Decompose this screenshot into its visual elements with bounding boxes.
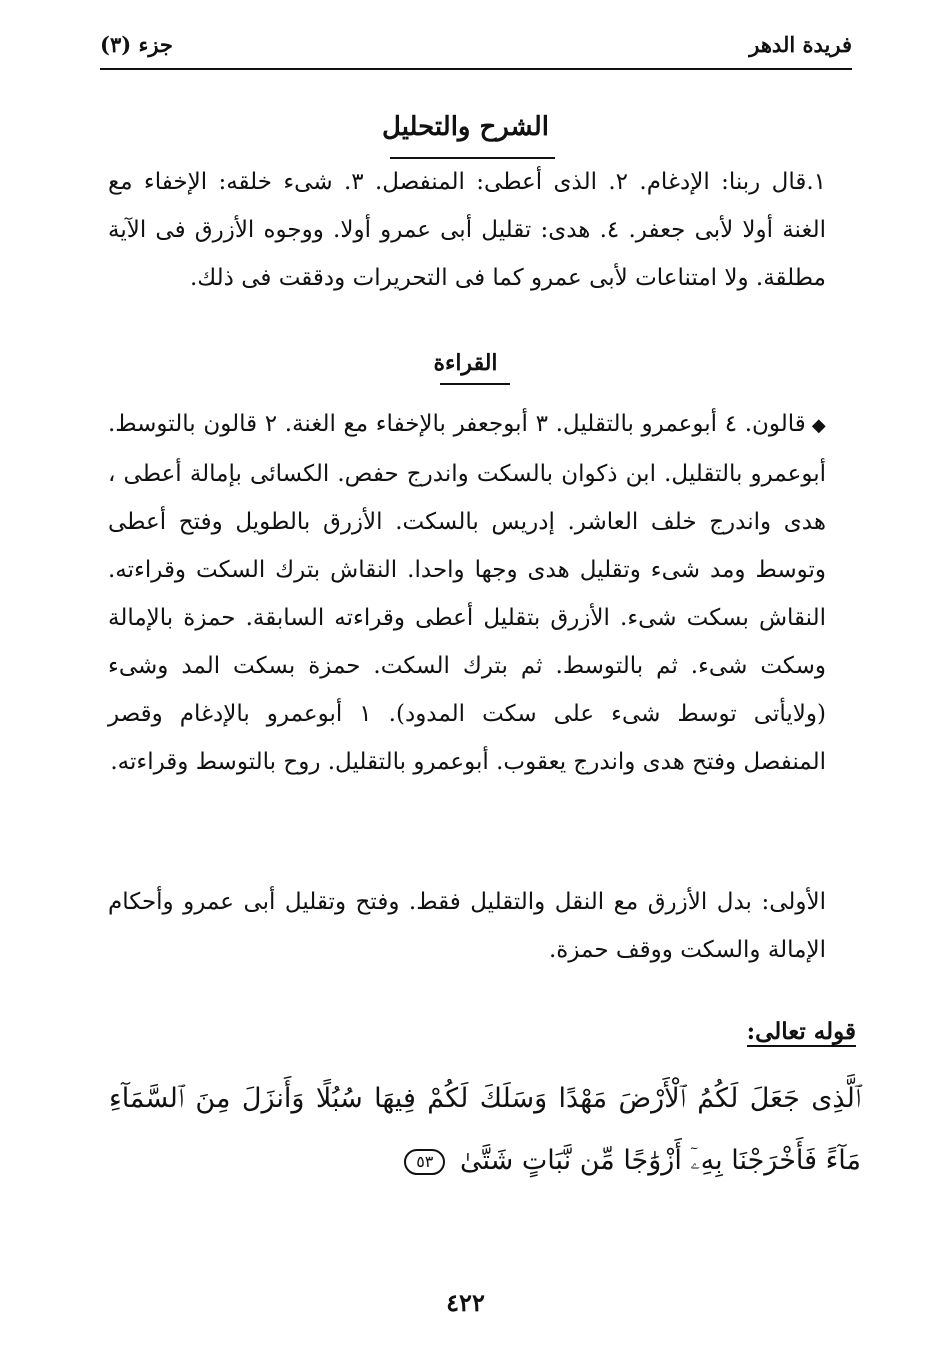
reading-heading-underline <box>440 383 510 385</box>
analysis-paragraph: ١.قال ربنا: الإدغام. ٢. الذى أعطى: المنفصل. ٣. شىء خلقه: الإخفاء مع الغنة أولا لأبى جعفر. ٤. هدى: تقليل أبى عمرو أولا. ووجوه الأزرق فى الآية مطلقة. ولا امتناعات لأبى عمرو كما فى التحريرات ودققت فى ذلك. <box>108 169 827 291</box>
book-title: فريدة الدهر <box>749 32 852 57</box>
volume-label: جزء (٣) <box>100 32 173 57</box>
analysis-heading-text: الشرح والتحليل <box>382 112 549 142</box>
verse-label <box>747 1018 856 1045</box>
analysis-section <box>108 158 826 302</box>
ayah-number-marker: ٥٣ <box>404 1149 445 1175</box>
note-section <box>108 878 826 974</box>
quran-verse <box>109 1068 861 1192</box>
reading-heading-text: القراءة <box>433 350 498 376</box>
page-number: ٤٢٢ <box>446 1288 485 1317</box>
reading-paragraph-wrapper <box>108 400 826 786</box>
header-rule <box>100 68 852 70</box>
verse-text: ٱلَّذِى جَعَلَ لَكُمُ ٱلْأَرْضَ مَهْدًا وَسَلَكَ لَكُمْ فِيهَا سُبُلًا وَأَنزَلَ مِنَ ٱلسَّمَآءِ مَآءً فَأَخْرَجْنَا بِهِۦٓ أَزْوَٰجًا مِّن نَّبَاتٍ شَتَّىٰ <box>109 1083 861 1176</box>
reading-heading <box>0 350 931 376</box>
diamond-bullet-icon: ◆ <box>811 415 827 436</box>
verse-label-text: قوله تعالى: <box>746 1018 856 1045</box>
running-header <box>100 30 852 68</box>
note-paragraph: الأولى: بدل الأزرق مع النقل والتقليل فقط. وفتح وتقليل أبى عمرو وأحكام الإمالة والسكت ووقف حمزة. <box>108 889 826 963</box>
reading-section <box>108 400 826 786</box>
analysis-heading <box>0 112 931 142</box>
reading-paragraph: قالون. ٤ أبوعمرو بالتقليل. ٣ أبوجعفر بالإخفاء مع الغنة. ٢ قالون بالتوسط. أبوعمرو بالتقليل. ابن ذكوان بالسكت واندرج حفص. الكسائى بإمالة أعطى ، هدى واندرج خلف العاشر. إدريس بالسكت. الأزرق بالطويل وفتح أعطى وتوسط ومد شىء وتقليل هدى وجها واحدا. النقاش بترك السكت وقراءته. النقاش بسكت شىء. الأزرق بتقليل أعطى وقراءته السابقة. حمزة بالإمالة وسكت شىء. ثم بالتوسط. ثم بترك السكت. حمزة بسكت المد وشىء (ولايأتى توسط شىء على سكت المدود). ١ أبوعمرو بالإدغام وقصر المنفصل وفتح هدى واندرج يعقوب. أبوعمرو بالتقليل. روح بالتوسط وقراءته. <box>108 411 826 775</box>
